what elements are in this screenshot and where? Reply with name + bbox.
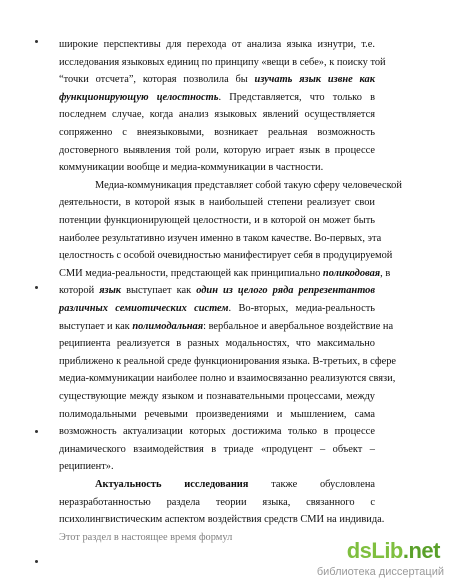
watermark-logo-main: dsLib <box>346 538 403 563</box>
text-line <box>59 56 386 69</box>
watermark-logo-tld: .net <box>402 538 440 563</box>
text-run: потенции функционирующей целостности, и в которой он может быть <box>59 215 375 226</box>
text-run: . Представляется, что только в <box>218 91 375 103</box>
text-line <box>59 513 385 526</box>
text-run: достоверного выявления той роли, которую играет язык в процессе <box>59 144 375 156</box>
text-line <box>59 249 393 262</box>
text-line <box>59 496 375 509</box>
text-run: деятельности, в которой язык в наибольшей степени реализует свои <box>59 197 375 209</box>
binding-hole <box>35 430 38 433</box>
emphasized-text: поликодовая <box>322 267 381 279</box>
text-line <box>59 144 375 157</box>
text-run: Медиа-коммуникация представляет собой такую сферу человеческой <box>95 179 402 191</box>
text-line <box>59 126 375 139</box>
binding-hole <box>35 40 38 43</box>
text-run: целостность с особой очевидностью манифестирует себя в продуцируемой <box>59 250 393 262</box>
text-line <box>59 108 375 121</box>
text-run: коммуникации вообще и медиа-коммуникации в частности. <box>59 162 324 174</box>
text-line <box>59 214 375 227</box>
text-line <box>59 390 375 403</box>
text-run: , в <box>380 267 391 279</box>
text-run: динамического взаимодействия в триаде «продуцент – объект – <box>59 443 375 455</box>
watermark <box>300 538 450 582</box>
text-line <box>59 161 375 174</box>
emphasized-text: один из целого ряда репрезентантов <box>196 285 375 297</box>
text-run: медиа-коммуникации наиболее полно и взаимосвязанно реализуются связи, <box>59 373 396 385</box>
text-line <box>59 443 375 456</box>
text-run: реципиента реализуется в разных модальностях, что максимально <box>59 338 375 350</box>
emphasized-text: изучать язык извне как <box>254 74 375 86</box>
text-line <box>59 337 375 350</box>
text-run: последнем случае, когда анализ языковых явлений осуществляется <box>59 109 375 121</box>
text-run: Этот раздел в настоящее время формул <box>59 531 233 543</box>
text-run: психолингвистическим аспектом воздействия средств СМИ на индивида. <box>59 514 385 526</box>
text-run: возможность актуализации которых достижима только в процессе <box>59 426 375 438</box>
text-run: реципиент». <box>59 461 114 473</box>
text-line <box>59 196 375 209</box>
text-line <box>59 284 375 297</box>
text-line <box>59 91 375 104</box>
text-run: также обусловлена <box>248 479 375 490</box>
text-run: . Во-вторых, медиа-реальность <box>228 303 375 314</box>
text-run: “точки отсчета”, которая позволила бы <box>59 74 255 86</box>
text-line <box>59 408 375 421</box>
text-run: приближено к реальной среде функционирования языка. В-третьих, в сфере <box>59 355 397 367</box>
text-line <box>59 460 375 473</box>
text-run: широкие перспективы для перехода от анализа языка изнутри, т.е. <box>59 39 375 50</box>
text-run: СМИ медиа-реальности, предстающей как принципиально <box>59 267 323 279</box>
text-line <box>95 179 402 192</box>
text-line <box>59 38 375 51</box>
binding-hole <box>35 286 38 289</box>
text-line <box>59 320 394 333</box>
text-line <box>59 355 397 368</box>
text-run: которой <box>59 285 100 297</box>
text-run: сопряженно с внеязыковыми, возникает реальная возможность <box>59 127 375 138</box>
text-run: выступает и как <box>59 320 133 332</box>
text-run: исследования языковых единиц по принципу «вещи в себе», к поиску той <box>59 56 386 68</box>
emphasized-text: язык <box>99 285 122 297</box>
text-line <box>59 372 396 385</box>
text-line <box>59 73 375 86</box>
emphasized-text: различных семиотических систем <box>59 303 229 314</box>
watermark-tagline: библиотека диссертаций <box>316 566 444 578</box>
text-line <box>59 302 375 315</box>
text-run: существующие между языком и познавательными процессами, между <box>59 391 375 402</box>
text-run: неразработанностью раздела теории языка, связанного с <box>59 496 375 508</box>
emphasized-text: Актуальность исследования <box>95 479 249 490</box>
text-line <box>59 425 375 438</box>
text-run: полимодальными речевыми произведениями и мышлением, сама <box>59 408 375 420</box>
text-run: выступает как <box>121 285 197 297</box>
text-line <box>59 267 391 280</box>
emphasized-text: функционирующую целостность <box>59 91 219 103</box>
text-line <box>95 478 375 491</box>
binding-hole <box>35 560 38 563</box>
emphasized-text: полимодальная <box>132 320 204 332</box>
text-line <box>59 232 382 245</box>
text-run: : вербальное и авербальное воздействие на <box>203 320 394 332</box>
text-run: наиболее результативно изучен именно в таком качестве. Во-первых, эта <box>59 232 382 244</box>
watermark-logo <box>347 538 440 564</box>
